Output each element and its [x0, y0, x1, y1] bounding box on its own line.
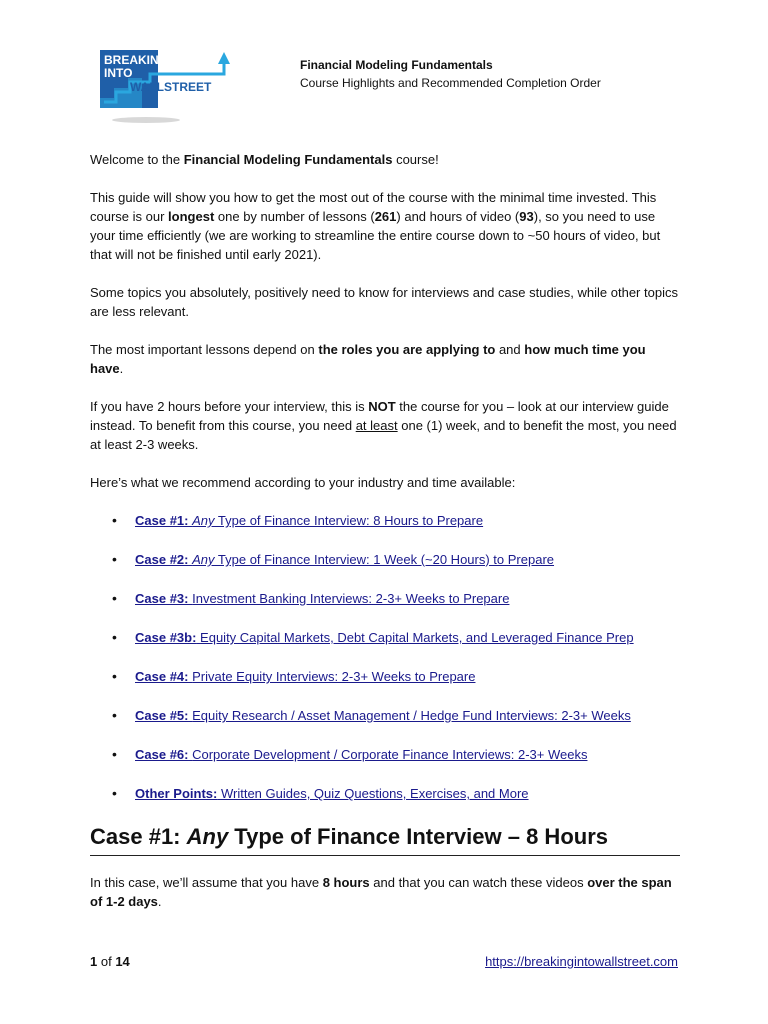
welcome-paragraph — [90, 150, 680, 169]
case-link-4[interactable]: Case #4: Private Equity Interviews: 2-3+ Weeks to Prepare — [135, 669, 476, 684]
page-number — [90, 954, 130, 969]
section-heading — [90, 820, 680, 856]
text-bold: how much time you have — [90, 342, 646, 376]
list-item — [90, 589, 680, 628]
topics-paragraph: Some topics you absolutely, positively need to know for interviews and case studies, while other topics are less relevant. — [90, 285, 678, 319]
total-pages: 14 — [115, 954, 130, 969]
text-run: Type of Finance Interview – 8 Hours — [228, 824, 608, 849]
text-italic: Any — [186, 824, 229, 849]
header-title: Financial Modeling Fundamentals — [300, 58, 493, 72]
list-item — [90, 784, 680, 823]
course-name: Financial Modeling Fundamentals — [183, 152, 393, 167]
case-link-3b[interactable]: Case #3b: Equity Capital Markets, Debt Capital Markets, and Leveraged Finance Prep — [135, 630, 634, 645]
current-page: 1 — [90, 954, 98, 969]
text-run: course! — [392, 152, 439, 167]
video-hours: 93 — [519, 209, 534, 224]
document-body — [90, 150, 680, 823]
list-item — [90, 511, 680, 550]
text-run: Welcome to the — [90, 152, 184, 167]
text-run: Case #1: — [90, 824, 187, 849]
logo-line3: WALLSTREET — [130, 80, 212, 94]
text-run: . — [119, 361, 124, 376]
text-run: In this case, we’ll assume that you have — [90, 875, 323, 890]
case-link-1[interactable]: Case #1: Any Type of Finance Interview: 8 Hours to Prepare — [135, 513, 484, 528]
logo — [94, 46, 234, 126]
text-run: the course for you – look at our interview guide instead. To benefit from this course, you need — [90, 399, 669, 433]
case-list — [90, 511, 680, 823]
text-run: . — [157, 894, 162, 909]
text-bold: 8 hours — [322, 875, 370, 890]
text-bold: over the span of 1-2 days — [90, 875, 672, 909]
header-subtitle: Course Highlights and Recommended Completion Order — [300, 76, 601, 90]
text-bold: longest — [168, 209, 215, 224]
text-run: of — [97, 954, 116, 969]
case-link-3[interactable]: Case #3: Investment Banking Interviews: 2-3+ Weeks to Prepare — [135, 591, 510, 606]
list-item — [90, 745, 680, 784]
lessons-paragraph — [90, 340, 680, 378]
text-run: This guide will show you how to get the most out of the course with the minimal time invested. This course is our — [90, 190, 657, 224]
text-bold: the roles you are applying to — [318, 342, 496, 357]
logo-line1: BREAKING — [104, 53, 169, 67]
logo-line2: INTO — [104, 66, 133, 80]
text-run: ), so you need to use your time efficiently (we are working to streamline the entire course down to ~50 hours of video, but that will not be finished until early 2021). — [90, 209, 661, 262]
text-bold: NOT — [368, 399, 396, 414]
case-link-5[interactable]: Case #5: Equity Research / Asset Management / Hedge Fund Interviews: 2-3+ Weeks — [135, 708, 631, 723]
text-run: and that you can watch these videos — [369, 875, 588, 890]
text-run: If you have 2 hours before your interview, this is — [90, 399, 369, 414]
text-underlined: at least — [355, 418, 398, 433]
case-link-2[interactable]: Case #2: Any Type of Finance Interview: 1 Week (~20 Hours) to Prepare — [135, 552, 555, 567]
section-paragraph — [90, 873, 680, 911]
text-run: ) and hours of video ( — [396, 209, 520, 224]
lesson-count: 261 — [374, 209, 397, 224]
list-item — [90, 628, 680, 667]
list-item — [90, 550, 680, 589]
list-item — [90, 667, 680, 706]
text-run: one by number of lessons ( — [214, 209, 375, 224]
text-run: one (1) week, and to benefit the most, you need at least 2-3 weeks. — [90, 418, 677, 452]
recommend-paragraph: Here’s what we recommend according to your industry and time available: — [90, 475, 516, 490]
intro-paragraph — [90, 188, 680, 264]
time-paragraph — [90, 397, 680, 454]
text-run: and — [495, 342, 525, 357]
case-link-6[interactable]: Case #6: Corporate Development / Corporate Finance Interviews: 2-3+ Weeks — [135, 747, 588, 762]
text-run: The most important lessons depend on — [90, 342, 319, 357]
case-link-other[interactable]: Other Points: Written Guides, Quiz Questions, Exercises, and More — [135, 786, 529, 801]
document-header — [300, 56, 601, 92]
footer-url-link[interactable]: https://breakingintowallstreet.com — [485, 954, 678, 969]
list-item — [90, 706, 680, 745]
